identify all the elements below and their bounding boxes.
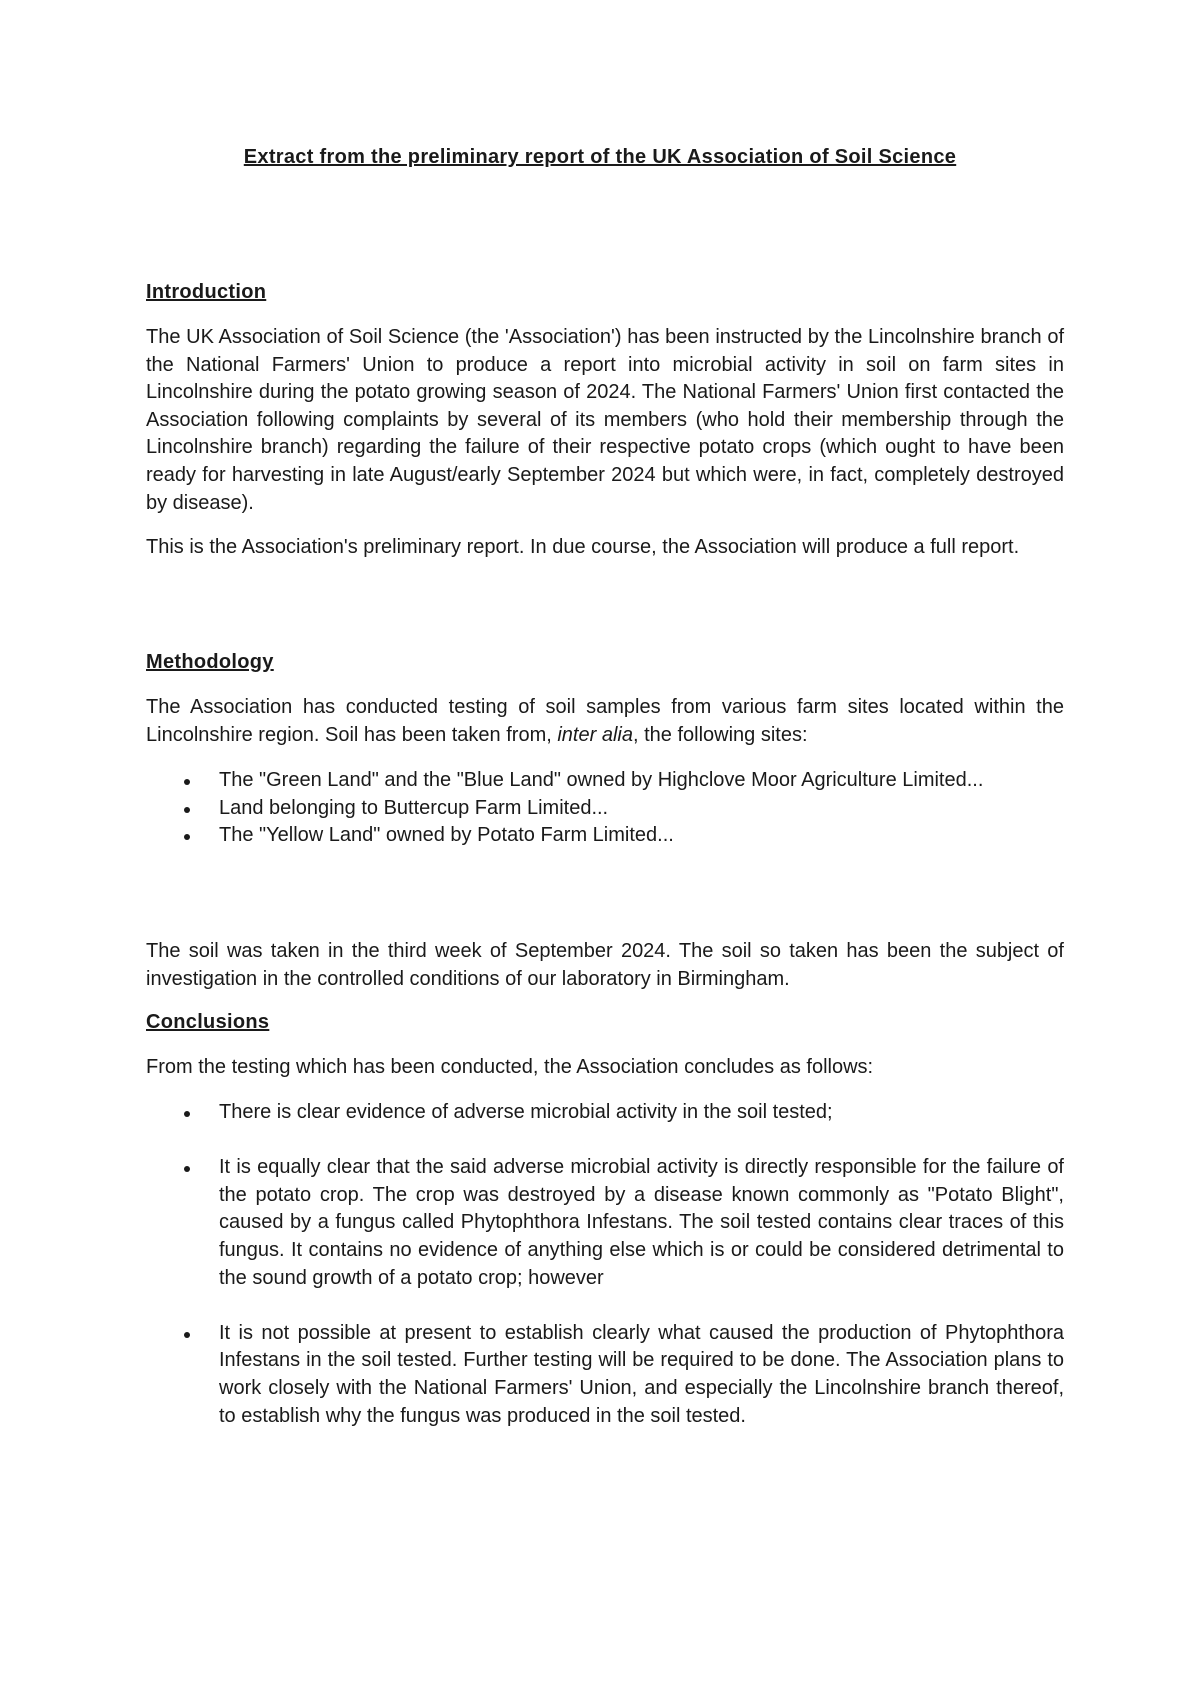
conclusions-list bbox=[146, 1099, 1064, 1458]
conclusion-text: It is not possible at present to establish clearly what caused the production of Phytophthora Infestans in the soil tested. Further testing will be required to be done. The Association plans to work closely with the National Farmers' Union, and especially the Lincolnshire branch thereof, to establish why the fungus was produced in the soil tested. bbox=[219, 1321, 1064, 1427]
site-text: The "Yellow Land" owned by Potato Farm Limited... bbox=[219, 824, 674, 847]
site-text: Land belonging to Buttercup Farm Limited... bbox=[219, 796, 609, 819]
bullet-dot-icon bbox=[184, 807, 190, 813]
list-item bbox=[146, 795, 1064, 823]
sites-list bbox=[146, 767, 1064, 850]
methodology-intro-after: , the following sites: bbox=[632, 723, 808, 746]
methodology-heading: Methodology bbox=[146, 651, 274, 673]
list-item bbox=[146, 822, 1064, 850]
methodology-intro-before: The Association has conducted testing of soil samples from various farm sites located within the Lincolnshire region. Soil has been taken from, bbox=[146, 696, 1064, 746]
methodology-intro-italic: inter alia bbox=[557, 723, 633, 746]
introduction-heading: Introduction bbox=[146, 281, 267, 303]
bullet-dot-icon bbox=[184, 1166, 190, 1172]
list-item bbox=[146, 767, 1064, 795]
bullet-dot-icon bbox=[184, 834, 190, 840]
list-item bbox=[146, 1154, 1064, 1292]
methodology-intro bbox=[146, 694, 1064, 749]
bullet-dot-icon bbox=[184, 779, 190, 785]
introduction-paragraph-1: The UK Association of Soil Science (the 'Association') has been instructed by the Lincolnshire branch of the National Farmers' Union to produce a report into microbial activity in soil on farm sites in Lincolnshire during the potato growing season of 2024. The National Farmers' Union first contacted the Association following complaints by several of its members (who hold their membership through the Lincolnshire branch) regarding the failure of their respective potato crops (which ought to have been ready for harvesting in late August/early September 2024 but which were, in fact, completely destroyed by disease). bbox=[146, 326, 1064, 514]
conclusions-intro: From the testing which has been conducted, the Association concludes as follows: bbox=[146, 1056, 874, 1078]
methodology-paragraph-2: The soil was taken in the third week of September 2024. The soil so taken has been the subject of investigation in the controlled conditions of our laboratory in Birmingham. bbox=[146, 940, 1064, 990]
bullet-dot-icon bbox=[184, 1111, 190, 1117]
document-title: Extract from the preliminary report of the UK Association of Soil Science bbox=[243, 146, 957, 168]
list-item bbox=[146, 1320, 1064, 1430]
conclusions-heading: Conclusions bbox=[146, 1011, 270, 1033]
list-item bbox=[146, 1099, 1064, 1127]
bullet-dot-icon bbox=[184, 1332, 190, 1338]
conclusion-text: It is equally clear that the said adverse microbial activity is directly responsible for the failure of the potato crop. The crop was destroyed by a disease known commonly as "Potato Blight", caused by a fungus called Phytophthora Infestans. The soil tested contains clear traces of this fungus. It contains no evidence of anything else which is or could be considered detrimental to the sound growth of a potato crop; however bbox=[219, 1156, 1064, 1289]
introduction-paragraph-2: This is the Association's preliminary report. In due course, the Association will produce a full report. bbox=[146, 536, 1020, 558]
conclusion-text: There is clear evidence of adverse microbial activity in the soil tested; bbox=[219, 1101, 833, 1123]
site-text: The "Green Land" and the "Blue Land" owned by Highclove Moor Agriculture Limited... bbox=[219, 769, 984, 791]
